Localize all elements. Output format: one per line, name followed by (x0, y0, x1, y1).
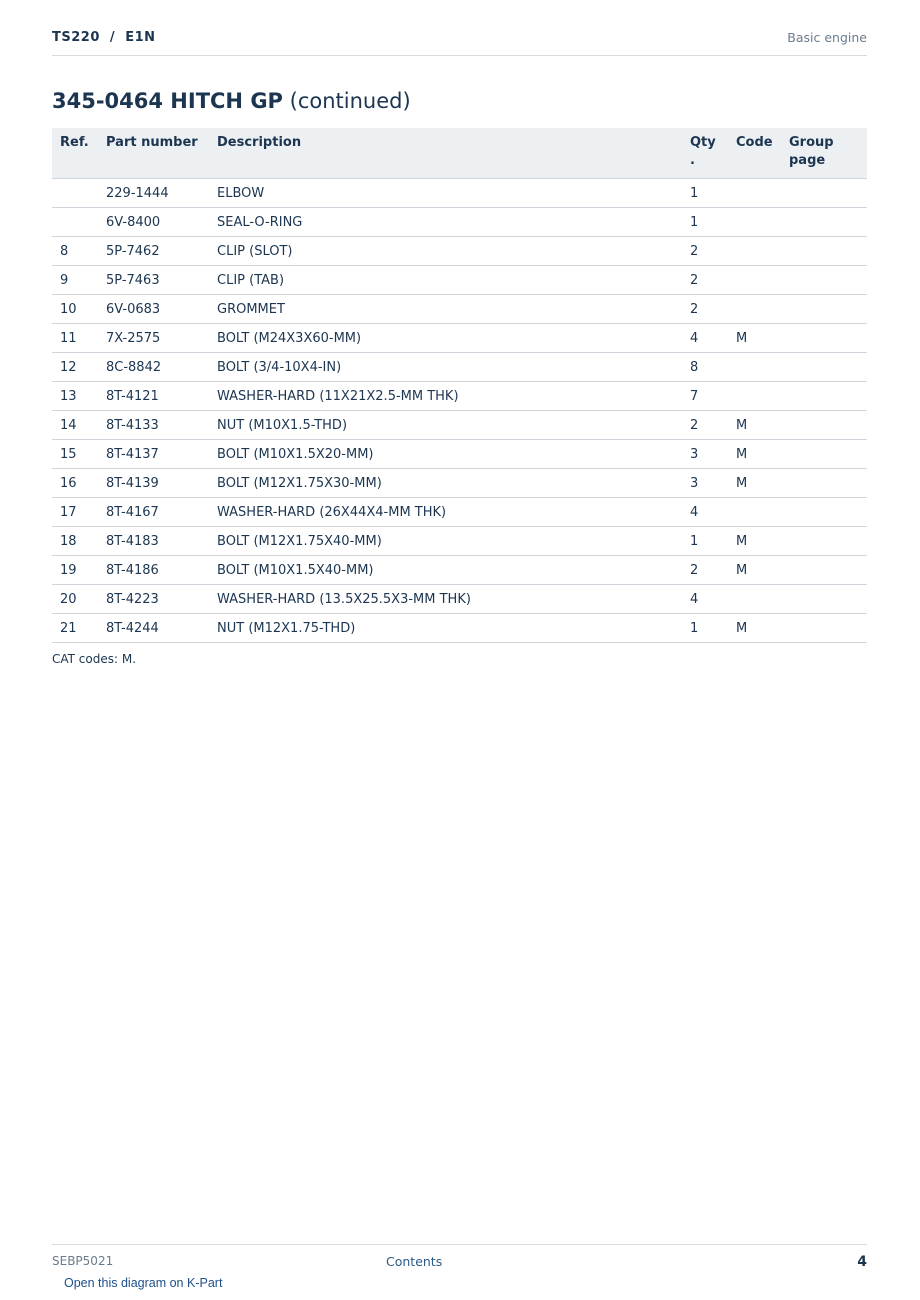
cell-group-page (781, 324, 867, 353)
cell-qty: 1 (682, 208, 728, 237)
continued-label: (continued) (289, 89, 411, 113)
cell-part-number: 8T-4133 (98, 411, 209, 440)
group-title: 345-0464 HITCH GP (52, 89, 283, 113)
cell-code: M (728, 469, 781, 498)
table-row (52, 440, 867, 469)
cell-qty: 8 (682, 353, 728, 382)
cell-qty: 2 (682, 266, 728, 295)
cell-code (728, 353, 781, 382)
section-label: Basic engine (787, 30, 867, 45)
cell-ref: 15 (52, 440, 98, 469)
table-row (52, 208, 867, 237)
page-header (52, 28, 867, 56)
cell-ref: 12 (52, 353, 98, 382)
parts-table (52, 128, 867, 643)
table-row (52, 411, 867, 440)
cell-description: WASHER-HARD (11X21X2.5-MM THK) (209, 382, 682, 411)
cell-description: BOLT (M10X1.5X40-MM) (209, 556, 682, 585)
table-row (52, 295, 867, 324)
table-row (52, 353, 867, 382)
cell-part-number: 8T-4183 (98, 527, 209, 556)
contents-link[interactable]: Contents (386, 1254, 443, 1269)
cell-group-page (781, 353, 867, 382)
cell-ref: 8 (52, 237, 98, 266)
cell-group-page (781, 382, 867, 411)
cell-ref: 16 (52, 469, 98, 498)
cell-qty: 1 (682, 614, 728, 643)
cell-code (728, 266, 781, 295)
open-k-part-link[interactable]: Open this diagram on K-Part (64, 1276, 223, 1290)
page-number: 4 (857, 1254, 867, 1270)
cell-code: M (728, 440, 781, 469)
cell-code (728, 208, 781, 237)
cell-part-number: 8T-4186 (98, 556, 209, 585)
cell-group-page (781, 208, 867, 237)
cell-ref (52, 179, 98, 208)
cell-description: BOLT (3/4-10X4-IN) (209, 353, 682, 382)
col-group-page-header: Group page (781, 128, 867, 179)
cell-group-page (781, 614, 867, 643)
cell-ref: 17 (52, 498, 98, 527)
cell-qty: 3 (682, 469, 728, 498)
cell-code: M (728, 614, 781, 643)
cell-group-page (781, 498, 867, 527)
cell-qty: 2 (682, 237, 728, 266)
cell-description: WASHER-HARD (26X44X4-MM THK) (209, 498, 682, 527)
cell-group-page (781, 179, 867, 208)
cell-code (728, 295, 781, 324)
table-row (52, 324, 867, 353)
table-row (52, 266, 867, 295)
cell-description: NUT (M12X1.75-THD) (209, 614, 682, 643)
cell-qty: 4 (682, 585, 728, 614)
cell-ref: 14 (52, 411, 98, 440)
cell-qty: 3 (682, 440, 728, 469)
cell-ref: 9 (52, 266, 98, 295)
cell-group-page (781, 527, 867, 556)
col-part-number-header: Part number (98, 128, 209, 179)
cell-description: WASHER-HARD (13.5X25.5X3-MM THK) (209, 585, 682, 614)
table-row (52, 237, 867, 266)
cell-description: BOLT (M12X1.75X40-MM) (209, 527, 682, 556)
cell-part-number: 5P-7463 (98, 266, 209, 295)
cell-code (728, 498, 781, 527)
cell-code: M (728, 527, 781, 556)
cell-ref: 19 (52, 556, 98, 585)
table-row (52, 614, 867, 643)
document-id: SEBP5021 (52, 1254, 114, 1268)
cell-group-page (781, 585, 867, 614)
cell-ref (52, 208, 98, 237)
cell-ref: 11 (52, 324, 98, 353)
model-label: TS220 / E1N (52, 30, 156, 45)
page-footer (52, 1244, 867, 1275)
table-row (52, 556, 867, 585)
cat-codes-note: CAT codes: M. (52, 652, 137, 666)
cell-code (728, 179, 781, 208)
cell-ref: 13 (52, 382, 98, 411)
cell-ref: 18 (52, 527, 98, 556)
cell-description: ELBOW (209, 179, 682, 208)
cell-part-number: 6V-0683 (98, 295, 209, 324)
cell-qty: 2 (682, 295, 728, 324)
cell-part-number: 8C-8842 (98, 353, 209, 382)
table-row (52, 498, 867, 527)
cell-ref: 20 (52, 585, 98, 614)
cell-ref: 21 (52, 614, 98, 643)
cell-qty: 2 (682, 411, 728, 440)
cell-part-number: 5P-7462 (98, 237, 209, 266)
cell-part-number: 8T-4121 (98, 382, 209, 411)
cell-part-number: 229-1444 (98, 179, 209, 208)
col-description-header: Description (209, 128, 682, 179)
table-row (52, 469, 867, 498)
cell-description: GROMMET (209, 295, 682, 324)
page-title (52, 89, 411, 113)
cell-group-page (781, 295, 867, 324)
cell-description: CLIP (TAB) (209, 266, 682, 295)
cell-group-page (781, 237, 867, 266)
cell-qty: 4 (682, 498, 728, 527)
cell-group-page (781, 266, 867, 295)
cell-description: NUT (M10X1.5-THD) (209, 411, 682, 440)
cell-code (728, 237, 781, 266)
col-qty-header: Qty . (682, 128, 728, 179)
cell-code: M (728, 324, 781, 353)
cell-group-page (781, 556, 867, 585)
col-ref-header: Ref. (52, 128, 98, 179)
table-row (52, 382, 867, 411)
cell-part-number: 8T-4167 (98, 498, 209, 527)
cell-description: CLIP (SLOT) (209, 237, 682, 266)
cell-part-number: 8T-4139 (98, 469, 209, 498)
table-header-row (52, 128, 867, 179)
table-row (52, 585, 867, 614)
cell-qty: 1 (682, 179, 728, 208)
cell-description: BOLT (M12X1.75X30-MM) (209, 469, 682, 498)
col-code-header: Code (728, 128, 781, 179)
cell-description: SEAL-O-RING (209, 208, 682, 237)
table-row (52, 527, 867, 556)
cell-group-page (781, 440, 867, 469)
cell-part-number: 7X-2575 (98, 324, 209, 353)
cell-code (728, 585, 781, 614)
cell-code: M (728, 556, 781, 585)
cell-qty: 1 (682, 527, 728, 556)
cell-group-page (781, 411, 867, 440)
cell-part-number: 6V-8400 (98, 208, 209, 237)
cell-group-page (781, 469, 867, 498)
cell-qty: 4 (682, 324, 728, 353)
cell-part-number: 8T-4137 (98, 440, 209, 469)
cell-description: BOLT (M24X3X60-MM) (209, 324, 682, 353)
cell-qty: 7 (682, 382, 728, 411)
cell-part-number: 8T-4244 (98, 614, 209, 643)
table-row (52, 179, 867, 208)
cell-part-number: 8T-4223 (98, 585, 209, 614)
cell-code (728, 382, 781, 411)
cell-code: M (728, 411, 781, 440)
cell-qty: 2 (682, 556, 728, 585)
cell-description: BOLT (M10X1.5X20-MM) (209, 440, 682, 469)
cell-ref: 10 (52, 295, 98, 324)
